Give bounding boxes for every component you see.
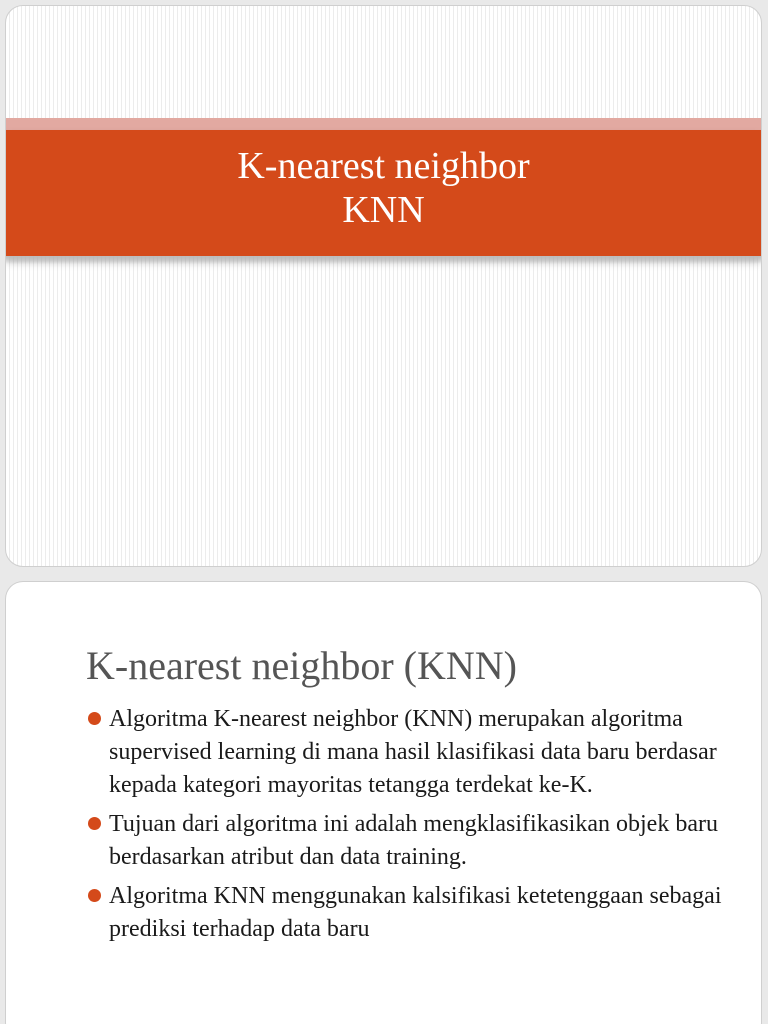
- bullet-text: Algoritma KNN menggunakan kalsifikasi ketetenggaan sebagai prediksi terhadap data baru: [109, 883, 722, 942]
- slide-heading: K-nearest neighbor (KNN): [86, 643, 517, 688]
- bullet-item: [86, 703, 736, 802]
- title-band-highlight: [6, 118, 761, 130]
- bullet-dot-icon: [88, 712, 101, 725]
- title-slide: [5, 5, 762, 567]
- bullet-text: Algoritma K-nearest neighbor (KNN) merupakan algoritma supervised learning di mana hasil klasifikasi data baru berdasar kepada kategori mayoritas tetangga terdekat ke-K.: [109, 706, 717, 798]
- bullet-item: [86, 880, 736, 946]
- bullet-dot-icon: [88, 889, 101, 902]
- bullet-text: Tujuan dari algoritma ini adalah mengklasifikasikan objek baru berdasarkan atribut dan data training.: [109, 811, 718, 870]
- slide-title-line-1: K-nearest neighbor: [237, 145, 530, 187]
- bullet-list: [86, 703, 736, 952]
- title-band-shadow: [6, 256, 761, 264]
- slide-title-line-2: KNN: [342, 189, 425, 231]
- bullet-dot-icon: [88, 817, 101, 830]
- slide-title: [6, 144, 761, 232]
- content-slide: [5, 581, 762, 1024]
- bullet-item: [86, 808, 736, 874]
